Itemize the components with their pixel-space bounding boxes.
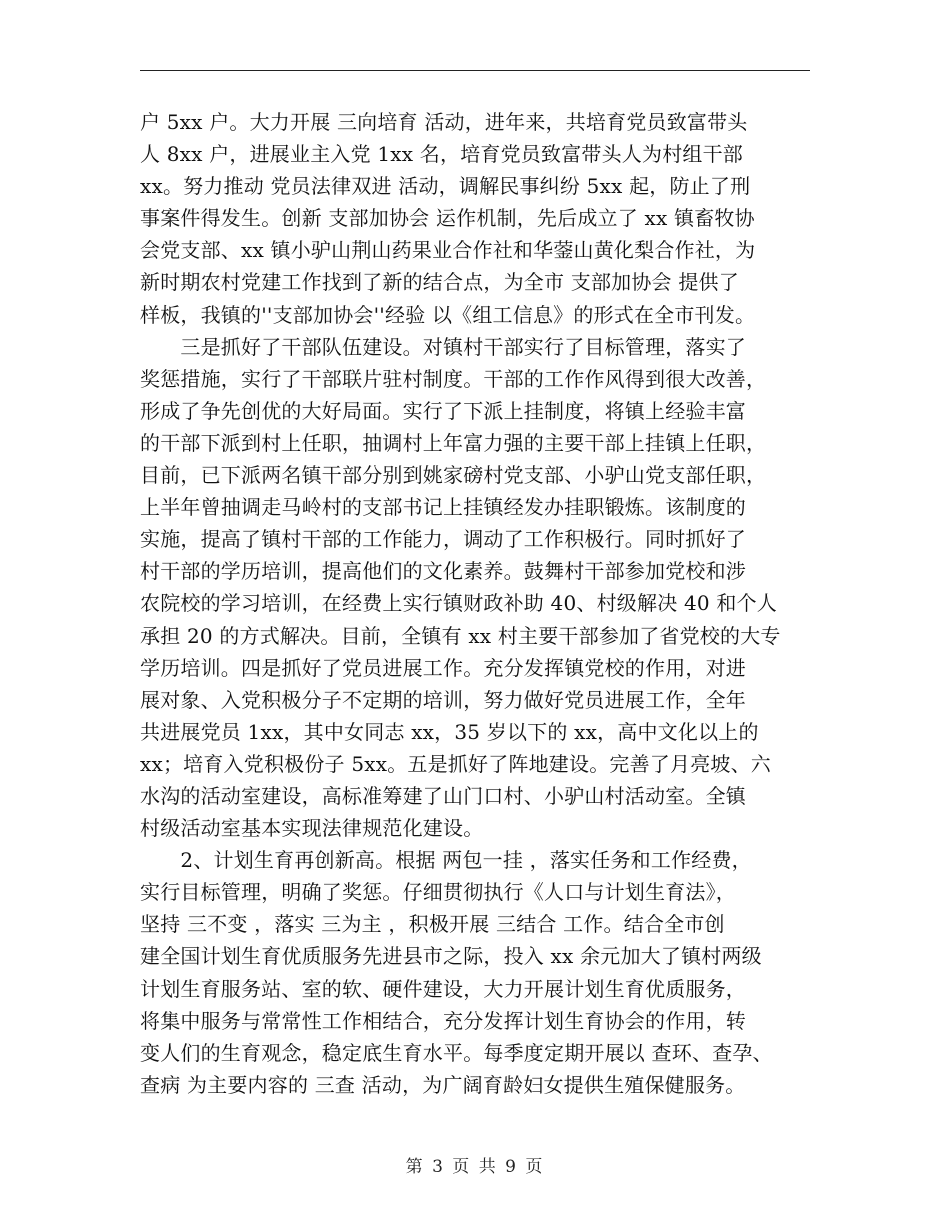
text-line: 户 5xx 户。大力开展 三向培育 活动，进年来，共培育党员致富带头	[140, 110, 748, 134]
text-line: 学历培训。四是抓好了党员进展工作。充分发挥镇党校的作用，对进	[140, 655, 746, 680]
text-line: 村级活动室基本实现法律规范化建设。	[140, 816, 484, 841]
text-line: 实施，提高了镇村干部的工作能力，调动了工作积极行。同时抓好了	[140, 527, 746, 552]
header-rule	[140, 70, 810, 71]
text-line: 会党支部、xx 镇小驴山荆山药果业合作社和华蓥山黄化梨合作社，为	[140, 238, 756, 263]
text-line: 三是抓好了干部队伍建设。对镇村干部实行了目标管理，落实了	[140, 334, 746, 359]
text-line: 村干部的学历培训，提高他们的文化素养。鼓舞村干部参加党校和涉	[140, 559, 746, 584]
text-line: 共进展党员 1xx，其中女同志 xx，35 岁以下的 xx，高中文化以上的	[140, 719, 759, 744]
text-line: 人 8xx 户，进展业主入党 1xx 名，培育党员致富带头人为村组干部	[140, 142, 743, 167]
text-line: 实行目标管理，明确了奖惩。仔细贯彻执行《人口与计划生育法》，	[140, 880, 736, 905]
text-line: 农院校的学习培训，在经费上实行镇财政补助 40、村级解决 40 和个人	[140, 591, 777, 616]
text-line: 事案件得发生。创新 支部加协会 运作机制，先后成立了 xx 镇畜牧协	[140, 206, 755, 231]
text-line: 2、计划生育再创新高。根据 两包一挂 ，落实任务和工作经费，	[140, 848, 752, 873]
text-line: 变人们的生育观念，稳定底生育水平。每季度定期开展以 查环、查孕、	[140, 1040, 773, 1065]
text-line: 建全国计划生育优质服务先进县市之际，投入 xx 余元加大了镇村两级	[140, 944, 762, 969]
text-line: 承担 20 的方式解决。目前，全镇有 xx 村主要干部参加了省党校的大专	[140, 623, 781, 648]
text-line: 上半年曾抽调走马岭村的支部书记上挂镇经发办挂职锻炼。该制度的	[140, 495, 746, 520]
text-line: 水沟的活动室建设，高标准筹建了山门口村、小驴山村活动室。全镇	[140, 783, 746, 808]
text-line: 目前，已下派两名镇干部分别到姚家磅村党支部、小驴山党支部任职，	[140, 463, 767, 488]
text-line: 坚持 三不变 ，落实 三为主 ，积极开展 三结合 工作。结合全市创	[140, 912, 725, 937]
text-line: 查病 为主要内容的 三查 活动，为广阔育龄妇女提供生殖保健服务。	[140, 1072, 746, 1097]
page-number: 第 3 页 共 9 页	[405, 1157, 545, 1177]
text-line: 奖惩措施，实行了干部联片驻村制度。干部的工作作风得到很大改善，	[140, 366, 767, 391]
text-line: 新时期农村党建工作找到了新的结合点，为全市 支部加协会 提供了	[140, 270, 739, 295]
text-line: 的干部下派到村上任职，抽调村上年富力强的主要干部上挂镇上任职，	[140, 430, 767, 455]
text-line: 计划生育服务站、室的软、硬件建设，大力开展计划生育优质服务，	[140, 976, 746, 1001]
text-line: 将集中服务与常常性工作相结合，充分发挥计划生育协会的作用，转	[140, 1008, 746, 1033]
text-line: 形成了争先创优的大好局面。实行了下派上挂制度，将镇上经验丰富	[140, 398, 746, 423]
text-line: 样板，我镇的''支部加协会''经验 以《组工信息》的形式在全市刊发。	[140, 302, 756, 327]
text-line: xx；培育入党积极份子 5xx。五是抓好了阵地建设。完善了月亮坡、六	[140, 751, 771, 776]
document-body	[140, 106, 820, 1101]
text-line: xx。努力推动 党员法律双进 活动，调解民事纠纷 5xx 起，防止了刑	[140, 174, 751, 199]
text-line: 展对象、入党积极分子不定期的培训，努力做好党员进展工作，全年	[140, 687, 746, 712]
